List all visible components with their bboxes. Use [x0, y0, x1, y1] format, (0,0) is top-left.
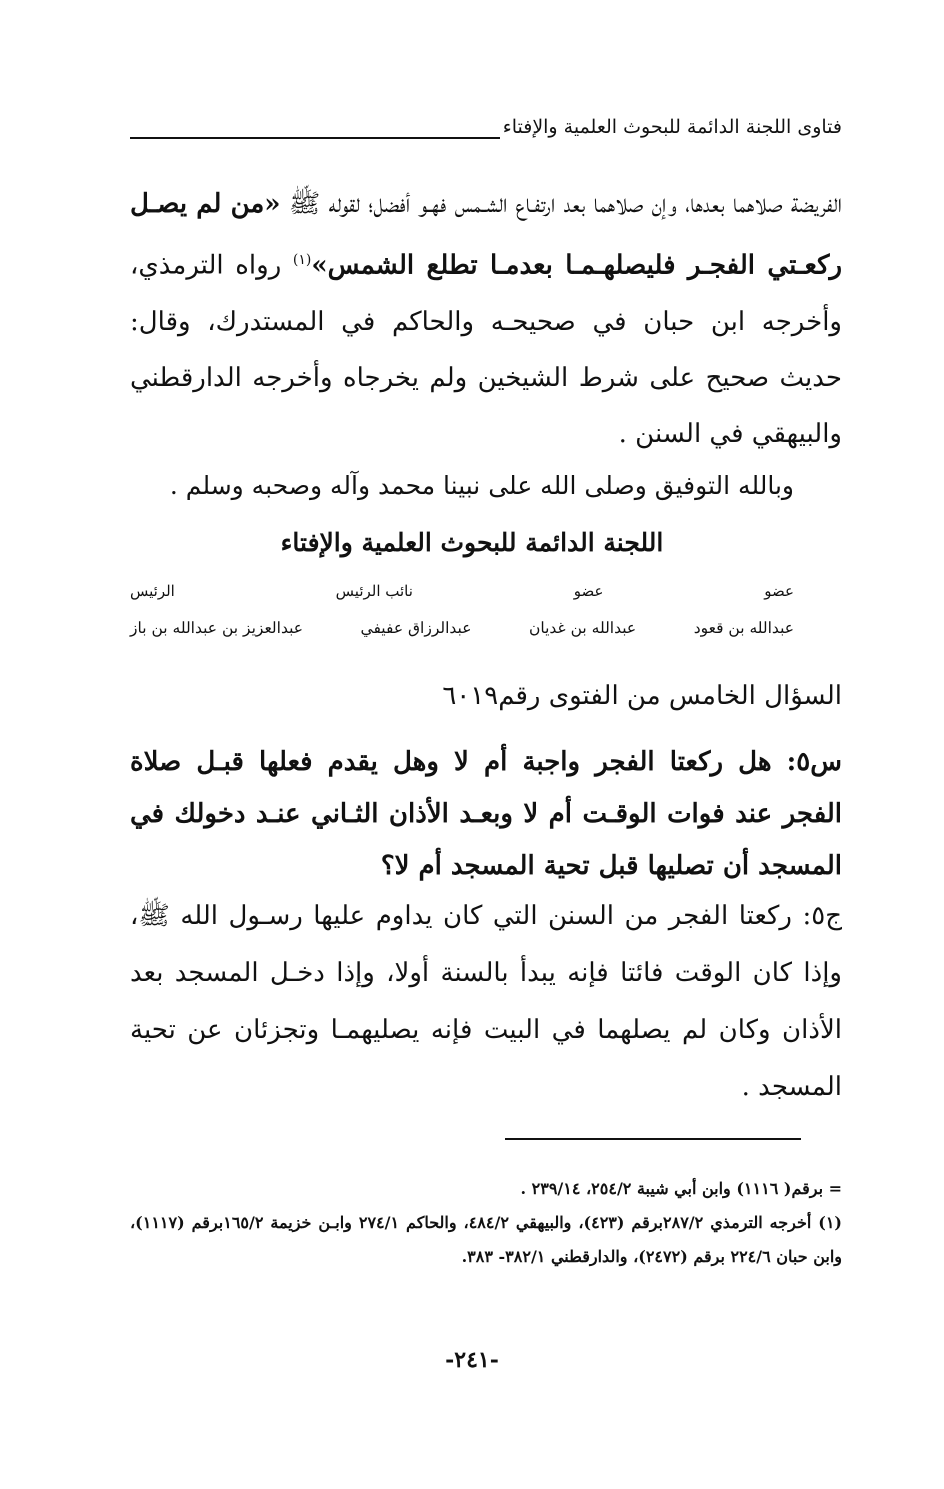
signatory-title: نائب الرئيس	[335, 582, 413, 600]
footnote-item: (١) أخرجه الترمذي ٢٨٧/٢برقم (٤٢٣)، والبيهقي ٤٨٤/٢، والحاكم ٢٧٤/١ وابـن خزيمة ١٦٥/٢برقم (١١١٧)، وابن حبان ٢٢٤/٦ برقم (٢٤٧٢)، والدارقطني ٣٨٢/١- ٣٨٣.	[130, 1213, 842, 1266]
signatory-title: عضو	[573, 582, 604, 600]
committee-name: اللجنة الدائمة للبحوث العلمية والإفتاء	[280, 528, 664, 557]
signatory-name: عبدالعزيز بن عبدالله بن باز	[130, 619, 304, 637]
hadith-quote: «من لم يصـل ركعـتي الفجـر فليصلهـمـا بعدمـا تطلع الشمس»	[130, 189, 843, 281]
signatory-name: عبدالله بن قعود	[693, 619, 794, 637]
footnotes	[130, 1172, 842, 1274]
signatory-title: الرئيس	[130, 582, 175, 600]
closing-line: وبالله التوفيق وصلى الله على نبينا محمد وآله وصحبه وسلم .	[169, 471, 794, 500]
header-rule	[130, 137, 500, 139]
footnote-rule	[505, 1138, 801, 1140]
page-number: -٢٤١-	[445, 1347, 499, 1373]
signatory-name: عبدالله بن غديان	[529, 619, 637, 637]
signatory-titles	[130, 580, 794, 602]
question-heading: السؤال الخامس من الفتوى رقم٦٠١٩	[442, 681, 842, 711]
answer-text	[130, 888, 842, 1116]
signatory-names	[130, 616, 794, 640]
answer-text-1: الفريضة صلاهما بعدها، وإن صلاهما بعد ارتفـاع الشـمس فهـو أفضل؛ لقوله ﷺ	[280, 189, 843, 219]
answer-paragraph: ج٥: ركعتا الفجر من السنن التي كان يداوم عليها رسـول الله ﷺ، وإذا كان الوقت فائتا فإنه يبدأ بالسنة أولا، وإذا دخـل المسجد بعد الأذان وكان لم يصلهما في البيت فإنه يصليهمـا وتجزئان عن تحية المسجد .	[130, 901, 842, 1102]
footnote-ref[interactable]: (١)	[292, 252, 312, 268]
running-header: فتاوى اللجنة الدائمة للبحوث العلمية والإفتاء	[502, 116, 842, 138]
question-paragraph: س٥: هل ركعتا الفجر واجبة أم لا وهل يقدم فعلها قبـل صلاة الفجر عند فوات الوقـت أم لا وبعـد الأذان الثـاني عنـد دخولك في المسجد أن تصليها قبل تحية المسجد أم لا؟	[130, 747, 842, 881]
answer-text-2: رواه الترمذي، وأخرجه ابن حبان في صحيحـه والحاكم في المستدرك، وقال: حديث صحيح على شرط الشيخين ولم يخرجاه وأخرجه الدارقطني والبيهقي في السنن .	[130, 250, 842, 449]
signatory-title: عضو	[764, 582, 794, 600]
signatory-name: عبدالرزاق عفيفي	[360, 619, 472, 637]
answer-continuation	[130, 176, 842, 462]
question-text	[130, 736, 842, 892]
footnote-item: = برقم( ١١١٦) وابن أبي شيبة ٢٥٤/٢، ٢٣٩/١٤ .	[520, 1179, 842, 1198]
